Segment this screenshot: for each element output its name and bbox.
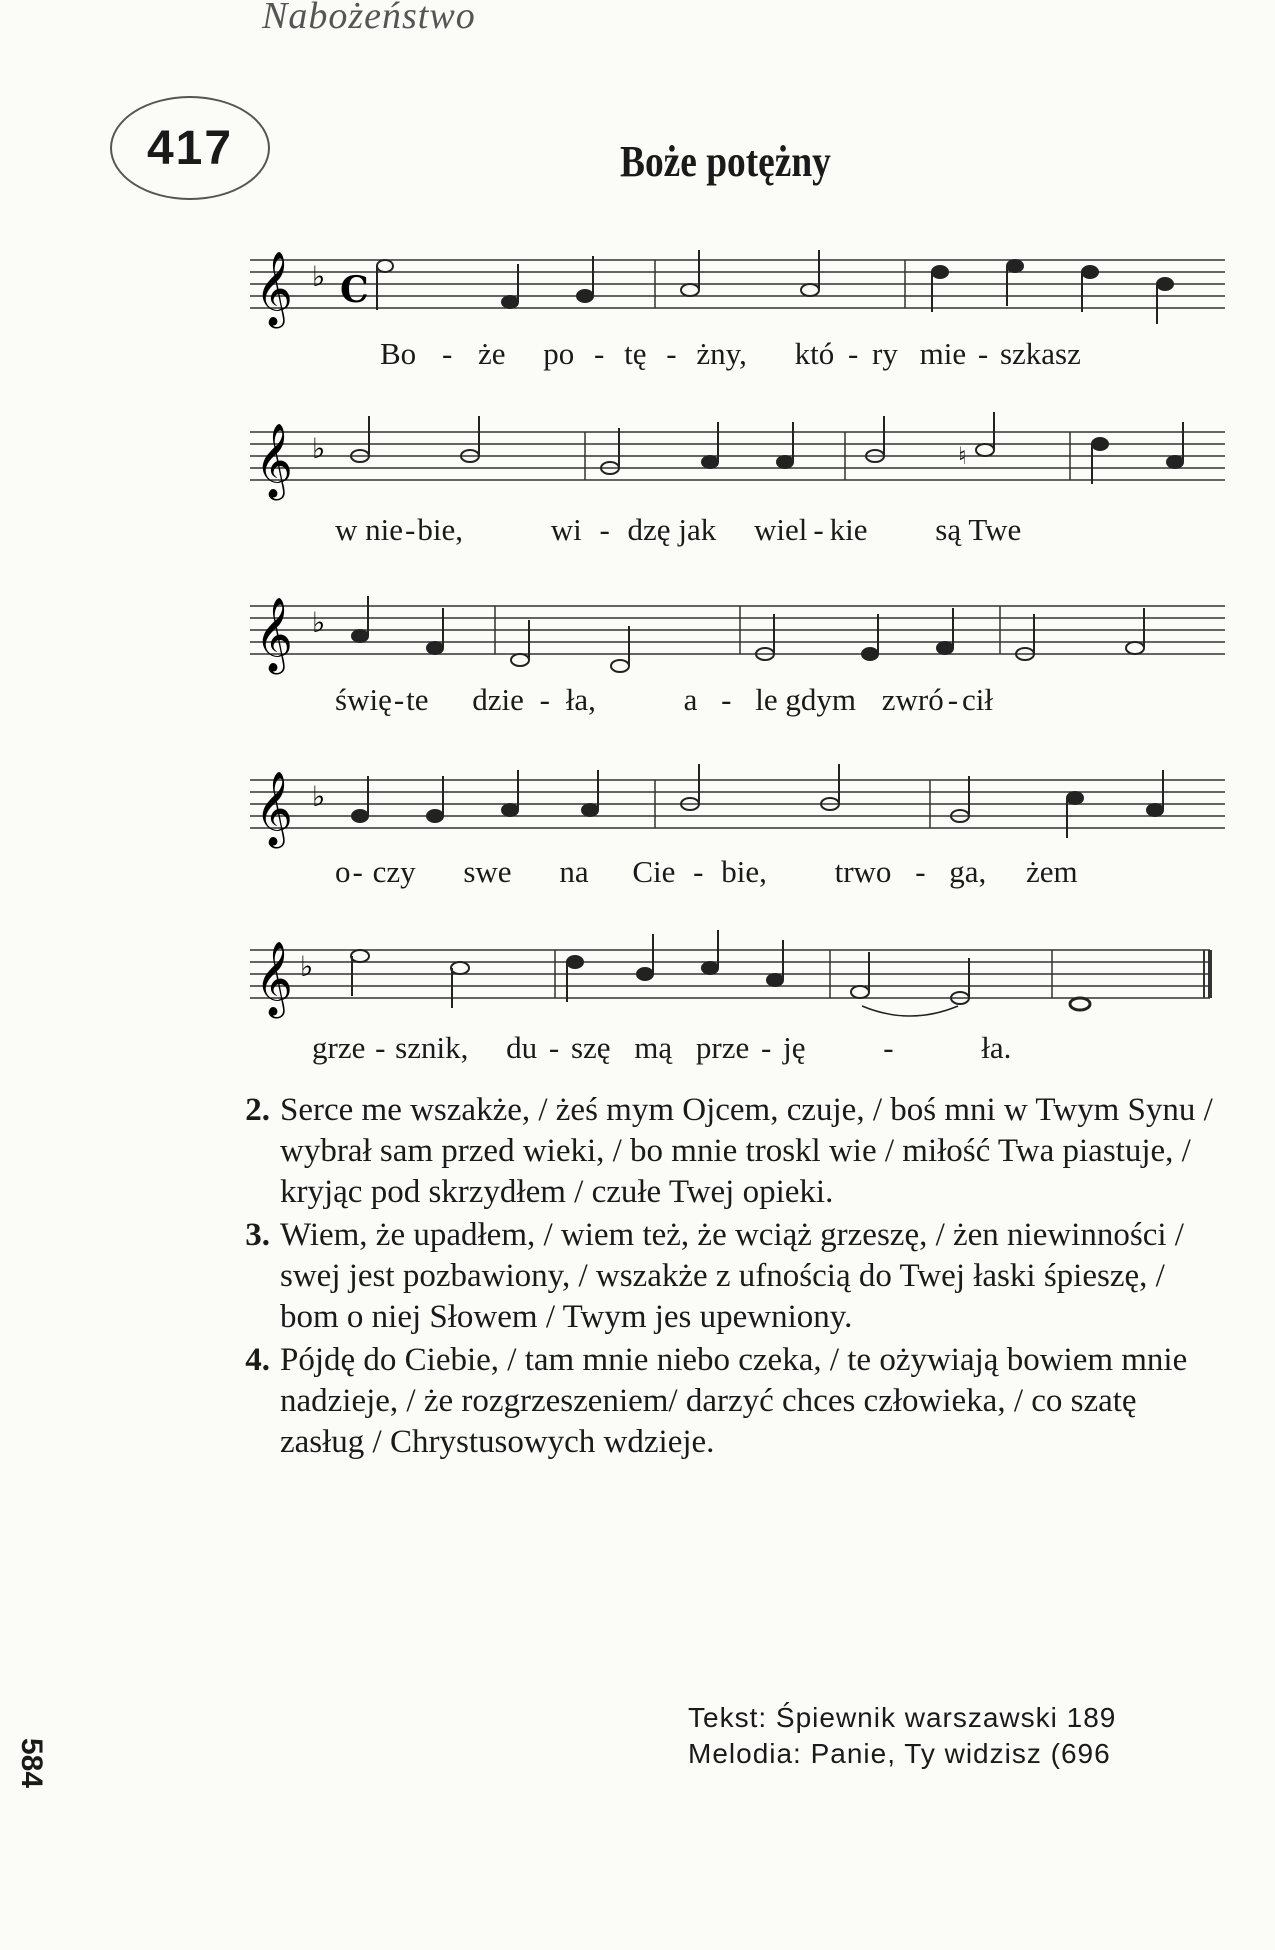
music-system-4	[250, 760, 1225, 900]
lyric-syllable: że	[478, 336, 506, 371]
lyric-syllable: Twe	[968, 512, 1022, 547]
lyric-syllable: dzę	[627, 512, 671, 547]
lyric-syllable: -	[721, 682, 732, 717]
lyric-line-5	[312, 1030, 1011, 1066]
lyric-syllable: -	[594, 336, 605, 371]
section-header: Nabożeństwo	[262, 0, 476, 37]
lyric-syllable: mą	[634, 1030, 673, 1065]
lyric-syllable: szkasz	[999, 336, 1081, 371]
lyric-syllable: są	[935, 512, 962, 547]
svg-text:♭: ♭	[312, 606, 326, 639]
lyric-syllable: Bo	[380, 336, 417, 371]
lyric-syllable: na	[559, 854, 589, 889]
music-system-3	[250, 586, 1225, 726]
lyric-syllable: tę	[624, 336, 647, 371]
verse-text: Wiem, że upadłem, / wiem też, że wciąż grzeszę, / żen niewinności / swej jest pozbawiony, / wszakże z ufnością do Twej łaski śpieszę, / bom o niej Słowem / Twym jes upewniony.	[280, 1217, 1184, 1335]
hymn-title: Boże potężny	[620, 137, 831, 186]
lyric-syllable: -	[539, 682, 550, 717]
svg-text:♭: ♭	[300, 950, 314, 983]
svg-text:𝄞: 𝄞	[255, 598, 293, 672]
music-system-2	[250, 412, 1225, 552]
lyric-syllable: dzie	[472, 682, 524, 717]
music-system-5	[250, 930, 1225, 1070]
lyric-syllable: -	[352, 854, 363, 889]
lyric-syllable: bie,	[417, 512, 463, 547]
lyric-syllable: szę	[570, 1030, 611, 1065]
lyric-syllable: ła,	[565, 682, 596, 717]
lyric-syllable: któ	[794, 336, 835, 371]
lyric-syllable: bie,	[721, 854, 767, 889]
lyric-line-4	[335, 854, 1078, 890]
lyric-syllable: te	[406, 682, 429, 717]
lyric-syllable: -	[847, 336, 859, 371]
lyric-syllable: du	[506, 1030, 538, 1065]
lyric-syllable: jak	[678, 512, 717, 547]
lyric-syllable: o	[335, 854, 351, 889]
lyric-syllable: ga,	[949, 854, 987, 889]
melody-credit: Melodia: Panie, Ty widzisz (696	[688, 1738, 1111, 1769]
lyric-syllable: wi	[550, 512, 582, 547]
lyric-line-2	[335, 512, 1021, 548]
svg-text:𝄞: 𝄞	[255, 252, 293, 326]
music-system-1	[250, 240, 1225, 380]
lyric-syllable: czy	[372, 854, 416, 889]
verse-number: 2.	[245, 1092, 270, 1128]
verse-2	[208, 1090, 1218, 1213]
lyric-syllable: prze	[695, 1030, 750, 1065]
verse-number: 3.	[245, 1217, 270, 1253]
lyric-syllable: trwo	[834, 854, 892, 889]
lyric-syllable: le	[755, 682, 778, 717]
lyric-syllable: -	[548, 1030, 560, 1065]
lyric-syllable: -	[915, 854, 926, 889]
lyric-syllable: swe	[463, 854, 512, 889]
lyric-line-3	[335, 682, 993, 718]
lyric-syllable: -	[666, 336, 677, 371]
svg-text:𝄞: 𝄞	[255, 772, 293, 846]
svg-text:♭: ♭	[312, 432, 326, 465]
verse-text: Pójdę do Ciebie, / tam mnie niebo czeka, / te ożywiają bowiem mnie nadzieje, / że rozgrzeszeniem/ darzyć chces człowieka, / co szatę zasług / Chrystusowych wdzieje.	[280, 1342, 1188, 1460]
svg-text:♮: ♮	[958, 442, 967, 470]
lyric-syllable: ła.	[981, 1030, 1012, 1065]
text-credit: Tekst: Śpiewnik warszawski 189	[688, 1702, 1117, 1733]
lyric-syllable: -	[441, 336, 453, 371]
lyric-syllable: ry	[872, 336, 898, 371]
verse-4	[208, 1340, 1218, 1463]
credits	[688, 1700, 1116, 1772]
svg-text:♭: ♭	[312, 780, 326, 813]
lyric-syllable: -	[883, 1030, 894, 1065]
hymn-number: 417	[146, 121, 234, 175]
svg-text:C: C	[340, 269, 369, 311]
lyric-syllable: żny,	[696, 336, 747, 371]
svg-text:♭: ♭	[312, 260, 326, 293]
lyric-syllable: Cie	[632, 854, 676, 889]
verses-block	[208, 1090, 1218, 1465]
lyric-syllable: cił	[962, 682, 994, 717]
lyric-syllable: -	[693, 854, 704, 889]
lyric-syllable: -	[393, 682, 405, 717]
lyric-syllable: -	[375, 1030, 386, 1065]
lyric-syllable: -	[761, 1030, 772, 1065]
lyric-syllable: wiel	[753, 512, 808, 547]
verse-3	[208, 1215, 1218, 1338]
lyric-syllable: zwró	[881, 682, 944, 717]
lyric-syllable: -	[405, 512, 416, 547]
lyric-syllable: po	[543, 336, 575, 371]
lyric-syllable: mie	[919, 336, 967, 371]
hymn-number-badge	[110, 96, 270, 200]
lyric-syllable: -	[947, 682, 959, 717]
lyric-syllable: grze	[312, 1030, 366, 1065]
lyric-syllable: kie	[829, 512, 868, 547]
lyric-syllable: żem	[1026, 854, 1078, 889]
lyric-syllable: a	[683, 682, 698, 717]
svg-text:𝄞: 𝄞	[255, 942, 293, 1016]
lyric-syllable: świę	[335, 682, 392, 717]
lyric-line-1	[380, 336, 1081, 372]
lyric-syllable: ję	[783, 1030, 806, 1065]
lyric-syllable: sznik,	[395, 1030, 469, 1065]
lyric-syllable: w nie	[335, 512, 404, 547]
lyric-syllable: -	[977, 336, 989, 371]
lyric-syllable: -	[813, 512, 824, 547]
lyric-syllable: gdym	[785, 682, 856, 717]
lyric-syllable: -	[599, 512, 610, 547]
svg-text:𝄞: 𝄞	[255, 424, 293, 498]
verse-text: Serce me wszakże, / żeś mym Ojcem, czuje, / boś mni w Twym Synu / wybrał sam przed wieki, / bo mnie troskl wie / miłość Twa piastuje, / kryjąc pod skrzydłem / czułe Twej opieki.	[280, 1092, 1213, 1210]
verse-number: 4.	[245, 1342, 270, 1378]
page-number: 584	[15, 1738, 48, 1789]
